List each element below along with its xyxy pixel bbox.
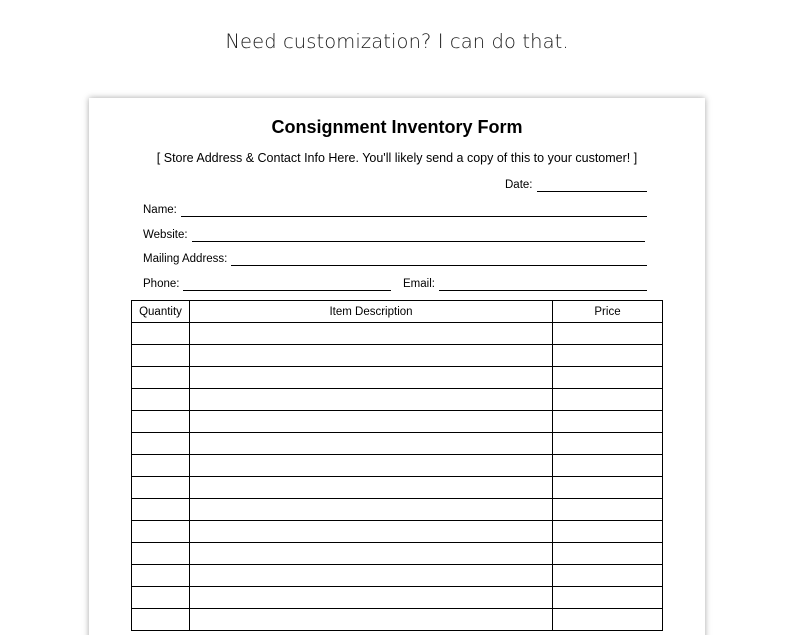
quantity-cell[interactable] — [132, 543, 190, 565]
price-cell[interactable] — [553, 543, 663, 565]
inventory-table — [131, 300, 663, 631]
item-description-cell[interactable] — [190, 433, 553, 455]
mailing-address-label: Mailing Address: — [143, 253, 228, 265]
name-label: Name: — [143, 204, 177, 216]
quantity-cell[interactable] — [132, 345, 190, 367]
quantity-cell[interactable] — [132, 609, 190, 631]
price-cell[interactable] — [553, 367, 663, 389]
name-line[interactable] — [181, 203, 647, 217]
item-description-cell[interactable] — [190, 477, 553, 499]
item-description-cell[interactable] — [190, 521, 553, 543]
quantity-cell[interactable] — [132, 521, 190, 543]
email-field[interactable] — [403, 275, 647, 291]
date-line[interactable] — [537, 178, 648, 192]
mailing-address-field[interactable] — [143, 250, 647, 266]
website-label: Website: — [143, 229, 188, 241]
item-description-cell[interactable] — [190, 455, 553, 477]
price-header: Price — [553, 301, 663, 323]
table-row — [132, 433, 663, 455]
quantity-cell[interactable] — [132, 565, 190, 587]
item-description-cell[interactable] — [190, 587, 553, 609]
price-cell[interactable] — [553, 455, 663, 477]
quantity-cell[interactable] — [132, 455, 190, 477]
date-label: Date: — [505, 179, 533, 191]
table-row — [132, 455, 663, 477]
form-title: Consignment Inventory Form — [271, 117, 523, 137]
phone-field[interactable] — [143, 275, 391, 291]
item-description-cell[interactable] — [190, 389, 553, 411]
item-description-header: Item Description — [190, 301, 553, 323]
quantity-cell[interactable] — [132, 367, 190, 389]
table-row — [132, 411, 663, 433]
table-row — [132, 345, 663, 367]
price-cell[interactable] — [553, 411, 663, 433]
quantity-cell[interactable] — [132, 389, 190, 411]
table-row — [132, 587, 663, 609]
table-row — [132, 543, 663, 565]
item-description-cell[interactable] — [190, 345, 553, 367]
quantity-cell[interactable] — [132, 477, 190, 499]
phone-line[interactable] — [183, 277, 391, 291]
date-field[interactable] — [505, 176, 647, 192]
mailing-address-line[interactable] — [231, 252, 647, 266]
customization-tagline: Need customization? I can do that. — [225, 30, 569, 53]
price-cell[interactable] — [553, 609, 663, 631]
item-description-cell[interactable] — [190, 543, 553, 565]
item-description-cell[interactable] — [190, 411, 553, 433]
price-cell[interactable] — [553, 389, 663, 411]
price-cell[interactable] — [553, 345, 663, 367]
table-row — [132, 367, 663, 389]
quantity-cell[interactable] — [132, 323, 190, 345]
table-row — [132, 521, 663, 543]
inventory-table-body — [132, 323, 663, 631]
price-cell[interactable] — [553, 521, 663, 543]
phone-label: Phone: — [143, 278, 180, 290]
quantity-cell[interactable] — [132, 433, 190, 455]
email-label: Email: — [403, 278, 435, 290]
price-cell[interactable] — [553, 433, 663, 455]
item-description-cell[interactable] — [190, 367, 553, 389]
form-sheet — [89, 98, 705, 635]
website-field[interactable] — [143, 226, 645, 242]
name-field[interactable] — [143, 201, 647, 217]
item-description-cell[interactable] — [190, 499, 553, 521]
table-row — [132, 323, 663, 345]
price-cell[interactable] — [553, 323, 663, 345]
item-description-cell[interactable] — [190, 323, 553, 345]
quantity-cell[interactable] — [132, 499, 190, 521]
price-cell[interactable] — [553, 499, 663, 521]
table-row — [132, 477, 663, 499]
price-cell[interactable] — [553, 587, 663, 609]
table-row — [132, 565, 663, 587]
email-line[interactable] — [439, 277, 647, 291]
item-description-cell[interactable] — [190, 609, 553, 631]
table-row — [132, 389, 663, 411]
price-cell[interactable] — [553, 477, 663, 499]
price-cell[interactable] — [553, 565, 663, 587]
table-header-row — [132, 301, 663, 323]
quantity-cell[interactable] — [132, 411, 190, 433]
item-description-cell[interactable] — [190, 565, 553, 587]
quantity-header: Quantity — [132, 301, 190, 323]
table-row — [132, 499, 663, 521]
website-line[interactable] — [192, 228, 645, 242]
table-row — [132, 609, 663, 631]
quantity-cell[interactable] — [132, 587, 190, 609]
store-info-placeholder: [ Store Address & Contact Info Here. You'll likely send a copy of this to your customer! ] — [156, 151, 638, 165]
